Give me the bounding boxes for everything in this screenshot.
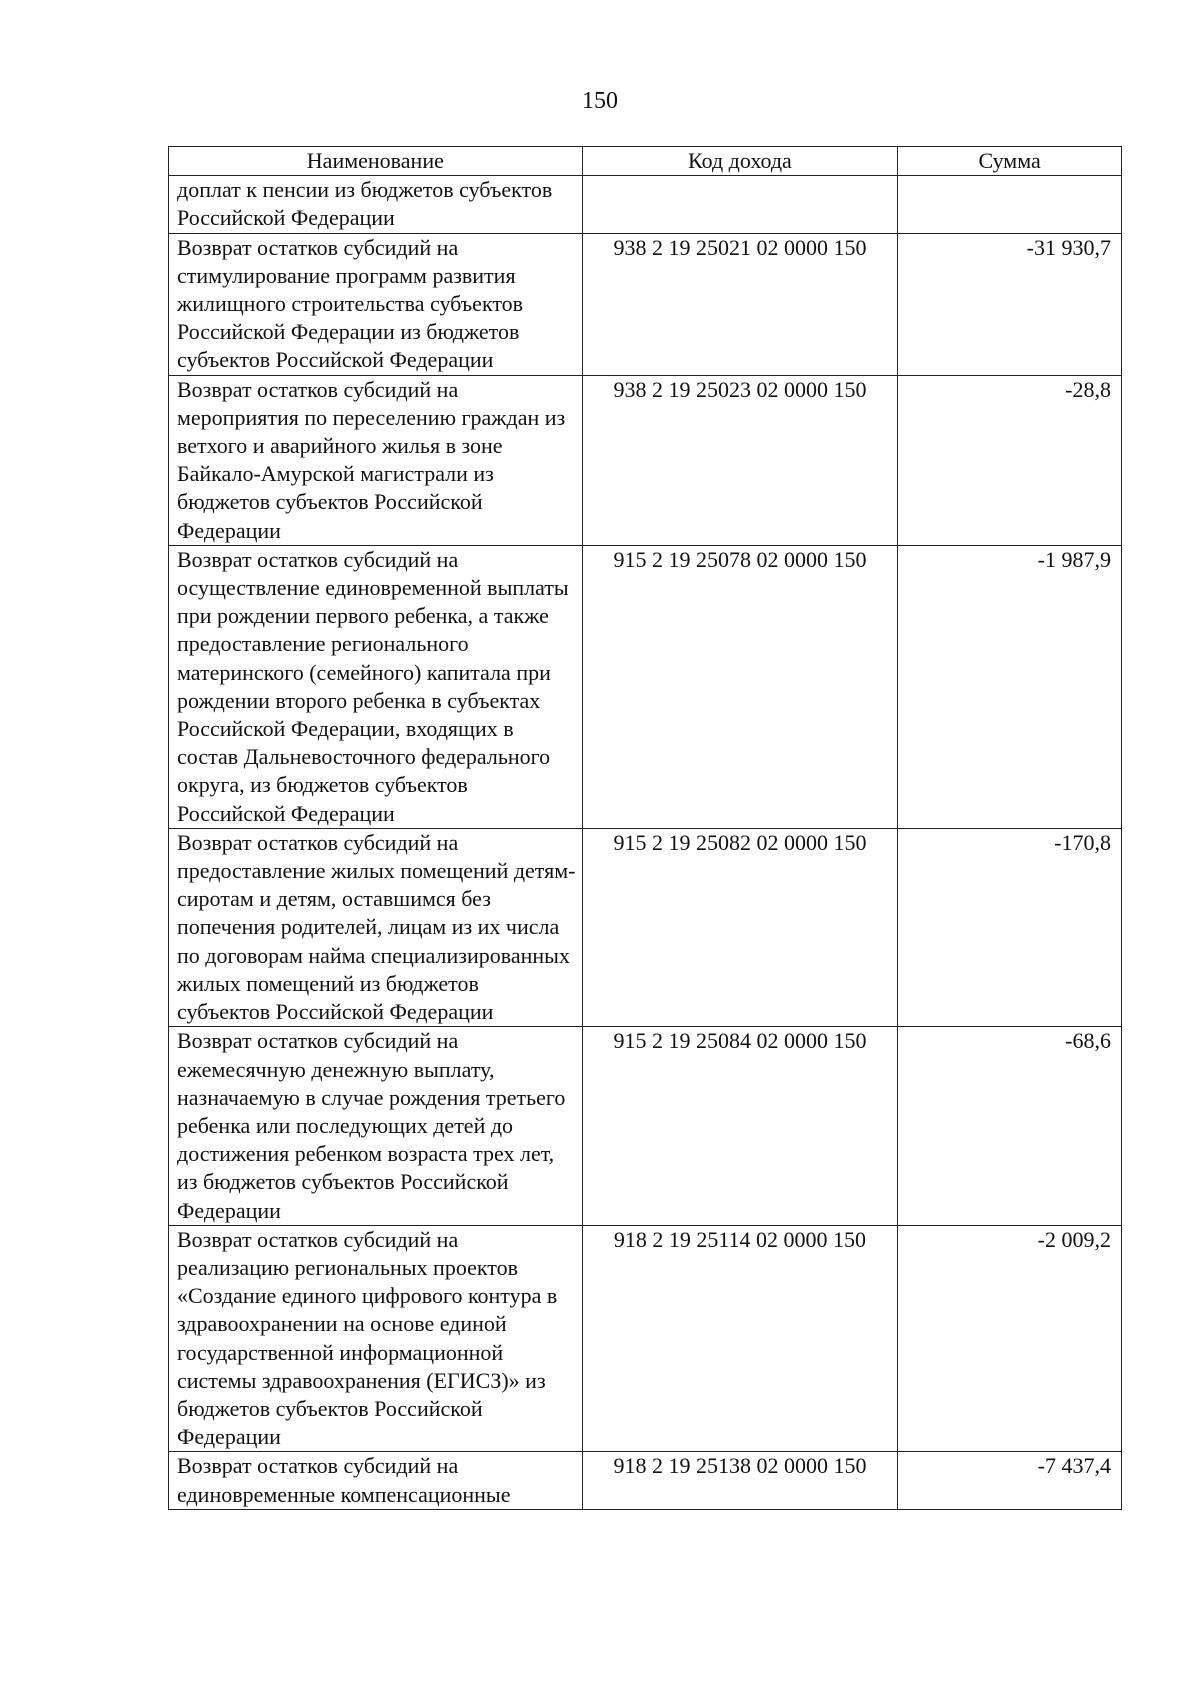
table-row bbox=[169, 545, 1122, 828]
table-row bbox=[169, 1225, 1122, 1452]
table-row bbox=[169, 828, 1122, 1026]
row-amount: -31 930,7 bbox=[898, 233, 1122, 375]
table-row bbox=[169, 233, 1122, 375]
row-code: 915 2 19 25082 02 0000 150 bbox=[582, 828, 898, 1026]
row-amount: -2 009,2 bbox=[898, 1225, 1122, 1452]
table-row bbox=[169, 1027, 1122, 1225]
row-amount: -7 437,4 bbox=[898, 1452, 1122, 1509]
table-header-row bbox=[169, 147, 1122, 176]
row-code: 938 2 19 25021 02 0000 150 bbox=[582, 233, 898, 375]
row-name: Возврат остатков субсидий на мероприятия по переселению граждан из ветхого и аварийного жилья в зоне Байкало-Амурской магистрали из бюджетов субъектов Российской Федерации bbox=[169, 375, 583, 545]
row-code: 938 2 19 25023 02 0000 150 bbox=[582, 375, 898, 545]
row-code: 918 2 19 25114 02 0000 150 bbox=[582, 1225, 898, 1452]
row-code: 915 2 19 25084 02 0000 150 bbox=[582, 1027, 898, 1225]
row-amount bbox=[898, 176, 1122, 233]
table-row bbox=[169, 375, 1122, 545]
page-number: 150 bbox=[582, 88, 618, 114]
header-name: Наименование bbox=[169, 147, 583, 176]
row-amount: -68,6 bbox=[898, 1027, 1122, 1225]
row-name: Возврат остатков субсидий на единовременные компенсационные bbox=[169, 1452, 583, 1509]
row-code bbox=[582, 176, 898, 233]
row-name: Возврат остатков субсидий на предоставление жилых помещений детям-сиротам и детям, оставшимся без попечения родителей, лицам из их числа по договорам найма специализированных жилых помещений из бюджетов субъектов Российской Федерации bbox=[169, 828, 583, 1026]
row-amount: -1 987,9 bbox=[898, 545, 1122, 828]
row-name: Возврат остатков субсидий на ежемесячную денежную выплату, назначаемую в случае рождения третьего ребенка или последующих детей до достижения ребенком возраста трех лет, из бюджетов субъектов Российской Федерации bbox=[169, 1027, 583, 1225]
row-code: 918 2 19 25138 02 0000 150 bbox=[582, 1452, 898, 1509]
table-row bbox=[169, 176, 1122, 233]
row-amount: -28,8 bbox=[898, 375, 1122, 545]
row-name: Возврат остатков субсидий на реализацию региональных проектов «Создание единого цифрового контура в здравоохранении на основе единой государственной информационной системы здравоохранения (ЕГИСЗ)» из бюджетов субъектов Российской Федерации bbox=[169, 1225, 583, 1452]
header-amount: Сумма bbox=[898, 147, 1122, 176]
row-code: 915 2 19 25078 02 0000 150 bbox=[582, 545, 898, 828]
row-name: Возврат остатков субсидий на осуществление единовременной выплаты при рождении первого ребенка, а также предоставление регионального материнского (семейного) капитала при рождении второго ребенка в субъектах Российской Федерации, входящих в состав Дальневосточного федерального округа, из бюджетов субъектов Российской Федерации bbox=[169, 545, 583, 828]
table-row bbox=[169, 1452, 1122, 1509]
row-name: Возврат остатков субсидий на стимулирование программ развития жилищного строительства субъектов Российской Федерации из бюджетов субъектов Российской Федерации bbox=[169, 233, 583, 375]
header-code: Код дохода bbox=[582, 147, 898, 176]
row-amount: -170,8 bbox=[898, 828, 1122, 1026]
row-name: доплат к пенсии из бюджетов субъектов Российской Федерации bbox=[169, 176, 583, 233]
income-table bbox=[168, 146, 1122, 1510]
